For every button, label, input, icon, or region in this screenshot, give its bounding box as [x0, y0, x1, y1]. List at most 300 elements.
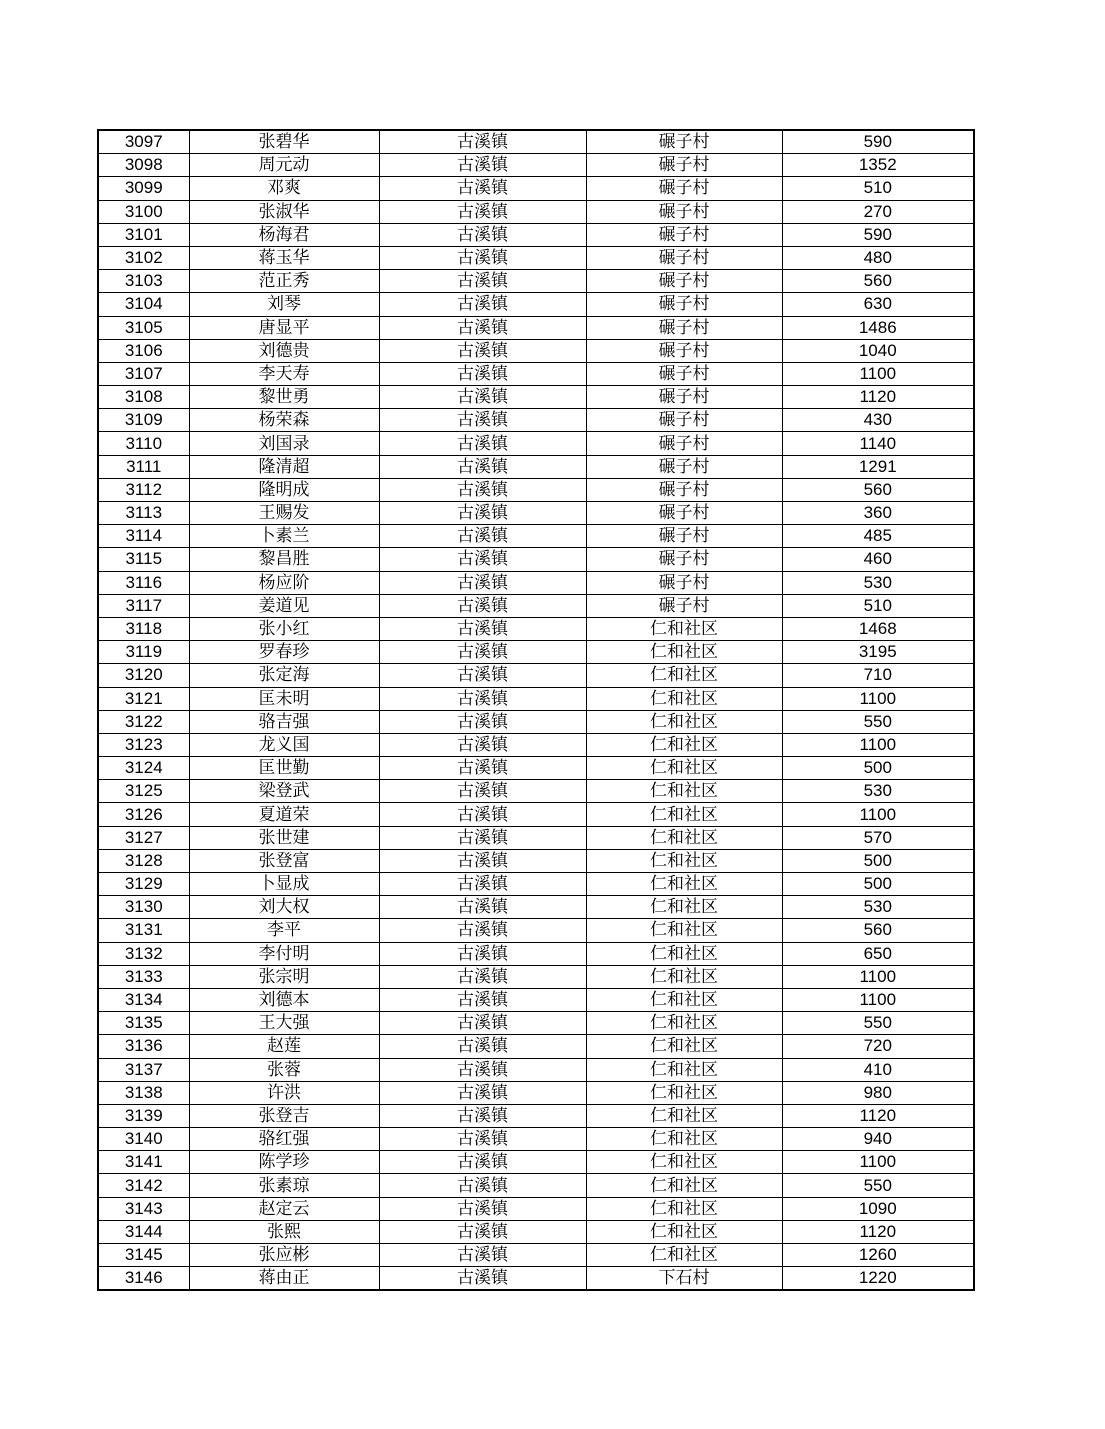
town-cell: 古溪镇	[379, 710, 586, 733]
town-cell: 古溪镇	[379, 1128, 586, 1151]
row-number-cell: 3107	[98, 362, 189, 385]
amount-cell: 500	[782, 873, 974, 896]
table-row	[98, 1035, 974, 1058]
name-cell: 杨应阶	[189, 571, 379, 594]
town-cell: 古溪镇	[379, 571, 586, 594]
town-cell: 古溪镇	[379, 548, 586, 571]
village-cell: 仁和社区	[586, 641, 782, 664]
amount-cell: 430	[782, 409, 974, 432]
amount-cell: 1291	[782, 455, 974, 478]
row-number-cell: 3134	[98, 988, 189, 1011]
row-number-cell: 3101	[98, 223, 189, 246]
name-cell: 张登吉	[189, 1104, 379, 1127]
name-cell: 张碧华	[189, 130, 379, 154]
village-cell: 仁和社区	[586, 1012, 782, 1035]
name-cell: 张世建	[189, 826, 379, 849]
table-row	[98, 1244, 974, 1267]
village-cell: 仁和社区	[586, 919, 782, 942]
village-cell: 碾子村	[586, 594, 782, 617]
amount-cell: 720	[782, 1035, 974, 1058]
name-cell: 张淑华	[189, 200, 379, 223]
name-cell: 黎世勇	[189, 386, 379, 409]
village-cell: 仁和社区	[586, 780, 782, 803]
village-cell: 仁和社区	[586, 1035, 782, 1058]
town-cell: 古溪镇	[379, 455, 586, 478]
table-row	[98, 316, 974, 339]
village-cell: 仁和社区	[586, 1197, 782, 1220]
name-cell: 黎昌胜	[189, 548, 379, 571]
town-cell: 古溪镇	[379, 826, 586, 849]
row-number-cell: 3143	[98, 1197, 189, 1220]
row-number-cell: 3123	[98, 733, 189, 756]
table-row	[98, 1267, 974, 1291]
table-row	[98, 733, 974, 756]
table-body	[98, 130, 974, 1290]
table-row	[98, 293, 974, 316]
row-number-cell: 3126	[98, 803, 189, 826]
table-row	[98, 548, 974, 571]
row-number-cell: 3113	[98, 502, 189, 525]
town-cell: 古溪镇	[379, 1174, 586, 1197]
table-row	[98, 386, 974, 409]
town-cell: 古溪镇	[379, 293, 586, 316]
table-row	[98, 1197, 974, 1220]
row-number-cell: 3108	[98, 386, 189, 409]
amount-cell: 1140	[782, 432, 974, 455]
town-cell: 古溪镇	[379, 339, 586, 362]
table-row	[98, 1012, 974, 1035]
name-cell: 张小红	[189, 617, 379, 640]
town-cell: 古溪镇	[379, 223, 586, 246]
town-cell: 古溪镇	[379, 1244, 586, 1267]
village-cell: 碾子村	[586, 455, 782, 478]
amount-cell: 550	[782, 1174, 974, 1197]
table-row	[98, 896, 974, 919]
amount-cell: 980	[782, 1081, 974, 1104]
village-cell: 仁和社区	[586, 988, 782, 1011]
row-number-cell: 3119	[98, 641, 189, 664]
amount-cell: 1486	[782, 316, 974, 339]
name-cell: 蒋由正	[189, 1267, 379, 1291]
amount-cell: 480	[782, 246, 974, 269]
row-number-cell: 3105	[98, 316, 189, 339]
amount-cell: 1260	[782, 1244, 974, 1267]
town-cell: 古溪镇	[379, 757, 586, 780]
name-cell: 张素琼	[189, 1174, 379, 1197]
town-cell: 古溪镇	[379, 942, 586, 965]
name-cell: 罗春珍	[189, 641, 379, 664]
town-cell: 古溪镇	[379, 919, 586, 942]
name-cell: 王赐发	[189, 502, 379, 525]
table-row	[98, 873, 974, 896]
town-cell: 古溪镇	[379, 525, 586, 548]
amount-cell: 1040	[782, 339, 974, 362]
town-cell: 古溪镇	[379, 594, 586, 617]
table-row	[98, 641, 974, 664]
amount-cell: 485	[782, 525, 974, 548]
name-cell: 赵莲	[189, 1035, 379, 1058]
village-cell: 仁和社区	[586, 1174, 782, 1197]
village-cell: 仁和社区	[586, 942, 782, 965]
row-number-cell: 3140	[98, 1128, 189, 1151]
amount-cell: 550	[782, 1012, 974, 1035]
village-cell: 碾子村	[586, 270, 782, 293]
row-number-cell: 3114	[98, 525, 189, 548]
row-number-cell: 3127	[98, 826, 189, 849]
village-cell: 仁和社区	[586, 1104, 782, 1127]
town-cell: 古溪镇	[379, 270, 586, 293]
table-row	[98, 154, 974, 177]
row-number-cell: 3135	[98, 1012, 189, 1035]
town-cell: 古溪镇	[379, 733, 586, 756]
amount-cell: 1100	[782, 965, 974, 988]
village-cell: 仁和社区	[586, 826, 782, 849]
amount-cell: 1100	[782, 362, 974, 385]
village-cell: 仁和社区	[586, 757, 782, 780]
name-cell: 张定海	[189, 664, 379, 687]
town-cell: 古溪镇	[379, 154, 586, 177]
name-cell: 许洪	[189, 1081, 379, 1104]
table-row	[98, 409, 974, 432]
table-row	[98, 1081, 974, 1104]
village-cell: 仁和社区	[586, 1220, 782, 1243]
table-row	[98, 942, 974, 965]
amount-cell: 1120	[782, 1104, 974, 1127]
name-cell: 李平	[189, 919, 379, 942]
table-row	[98, 571, 974, 594]
amount-cell: 590	[782, 130, 974, 154]
table-row	[98, 826, 974, 849]
table-row	[98, 502, 974, 525]
town-cell: 古溪镇	[379, 1035, 586, 1058]
village-cell: 碾子村	[586, 200, 782, 223]
table-row	[98, 525, 974, 548]
village-cell: 仁和社区	[586, 733, 782, 756]
amount-cell: 510	[782, 594, 974, 617]
town-cell: 古溪镇	[379, 409, 586, 432]
town-cell: 古溪镇	[379, 1012, 586, 1035]
village-cell: 仁和社区	[586, 1081, 782, 1104]
village-cell: 碾子村	[586, 571, 782, 594]
row-number-cell: 3128	[98, 849, 189, 872]
name-cell: 范正秀	[189, 270, 379, 293]
name-cell: 张应彬	[189, 1244, 379, 1267]
amount-cell: 1352	[782, 154, 974, 177]
name-cell: 刘德本	[189, 988, 379, 1011]
table-row	[98, 803, 974, 826]
row-number-cell: 3098	[98, 154, 189, 177]
row-number-cell: 3112	[98, 478, 189, 501]
name-cell: 隆清超	[189, 455, 379, 478]
amount-cell: 1100	[782, 803, 974, 826]
town-cell: 古溪镇	[379, 177, 586, 200]
town-cell: 古溪镇	[379, 1058, 586, 1081]
table-row	[98, 757, 974, 780]
row-number-cell: 3115	[98, 548, 189, 571]
table-row	[98, 617, 974, 640]
amount-cell: 1100	[782, 733, 974, 756]
name-cell: 王大强	[189, 1012, 379, 1035]
row-number-cell: 3139	[98, 1104, 189, 1127]
village-cell: 碾子村	[586, 432, 782, 455]
town-cell: 古溪镇	[379, 1197, 586, 1220]
row-number-cell: 3117	[98, 594, 189, 617]
row-number-cell: 3120	[98, 664, 189, 687]
name-cell: 杨荣森	[189, 409, 379, 432]
name-cell: 赵定云	[189, 1197, 379, 1220]
table-row	[98, 177, 974, 200]
town-cell: 古溪镇	[379, 478, 586, 501]
village-cell: 碾子村	[586, 362, 782, 385]
town-cell: 古溪镇	[379, 1104, 586, 1127]
village-cell: 碾子村	[586, 339, 782, 362]
row-number-cell: 3109	[98, 409, 189, 432]
town-cell: 古溪镇	[379, 1081, 586, 1104]
row-number-cell: 3133	[98, 965, 189, 988]
amount-cell: 500	[782, 757, 974, 780]
amount-cell: 940	[782, 1128, 974, 1151]
table-row	[98, 1128, 974, 1151]
amount-cell: 530	[782, 780, 974, 803]
name-cell: 李付明	[189, 942, 379, 965]
village-cell: 仁和社区	[586, 849, 782, 872]
amount-cell: 1100	[782, 988, 974, 1011]
table-row	[98, 780, 974, 803]
village-cell: 碾子村	[586, 223, 782, 246]
table-row	[98, 478, 974, 501]
row-number-cell: 3111	[98, 455, 189, 478]
name-cell: 骆红强	[189, 1128, 379, 1151]
town-cell: 古溪镇	[379, 780, 586, 803]
amount-cell: 410	[782, 1058, 974, 1081]
name-cell: 李天寿	[189, 362, 379, 385]
village-cell: 碾子村	[586, 154, 782, 177]
town-cell: 古溪镇	[379, 432, 586, 455]
amount-cell: 360	[782, 502, 974, 525]
name-cell: 匡未明	[189, 687, 379, 710]
village-cell: 碾子村	[586, 548, 782, 571]
town-cell: 古溪镇	[379, 849, 586, 872]
town-cell: 古溪镇	[379, 130, 586, 154]
town-cell: 古溪镇	[379, 246, 586, 269]
table-row	[98, 664, 974, 687]
town-cell: 古溪镇	[379, 1220, 586, 1243]
town-cell: 古溪镇	[379, 502, 586, 525]
village-cell: 仁和社区	[586, 965, 782, 988]
village-cell: 仁和社区	[586, 617, 782, 640]
amount-cell: 1100	[782, 687, 974, 710]
name-cell: 卜显成	[189, 873, 379, 896]
name-cell: 周元动	[189, 154, 379, 177]
table-row	[98, 246, 974, 269]
table-row	[98, 200, 974, 223]
amount-cell: 530	[782, 896, 974, 919]
village-cell: 下石村	[586, 1267, 782, 1291]
village-cell: 碾子村	[586, 177, 782, 200]
town-cell: 古溪镇	[379, 873, 586, 896]
row-number-cell: 3102	[98, 246, 189, 269]
amount-cell: 460	[782, 548, 974, 571]
amount-cell: 560	[782, 478, 974, 501]
name-cell: 刘琴	[189, 293, 379, 316]
village-cell: 仁和社区	[586, 710, 782, 733]
row-number-cell: 3125	[98, 780, 189, 803]
row-number-cell: 3146	[98, 1267, 189, 1291]
village-cell: 仁和社区	[586, 1058, 782, 1081]
table-row	[98, 687, 974, 710]
name-cell: 邓爽	[189, 177, 379, 200]
table-row	[98, 965, 974, 988]
name-cell: 张宗明	[189, 965, 379, 988]
amount-cell: 710	[782, 664, 974, 687]
table-row	[98, 1220, 974, 1243]
name-cell: 龙义国	[189, 733, 379, 756]
row-number-cell: 3136	[98, 1035, 189, 1058]
row-number-cell: 3116	[98, 571, 189, 594]
town-cell: 古溪镇	[379, 316, 586, 339]
village-cell: 仁和社区	[586, 896, 782, 919]
name-cell: 刘国录	[189, 432, 379, 455]
row-number-cell: 3104	[98, 293, 189, 316]
table-row	[98, 130, 974, 154]
name-cell: 姜道见	[189, 594, 379, 617]
town-cell: 古溪镇	[379, 965, 586, 988]
row-number-cell: 3118	[98, 617, 189, 640]
table-row	[98, 710, 974, 733]
village-cell: 仁和社区	[586, 1151, 782, 1174]
village-cell: 仁和社区	[586, 1244, 782, 1267]
row-number-cell: 3131	[98, 919, 189, 942]
amount-cell: 1220	[782, 1267, 974, 1291]
name-cell: 唐显平	[189, 316, 379, 339]
town-cell: 古溪镇	[379, 200, 586, 223]
village-cell: 碾子村	[586, 246, 782, 269]
village-cell: 仁和社区	[586, 687, 782, 710]
row-number-cell: 3138	[98, 1081, 189, 1104]
table-row	[98, 455, 974, 478]
town-cell: 古溪镇	[379, 1151, 586, 1174]
row-number-cell: 3103	[98, 270, 189, 293]
name-cell: 隆明成	[189, 478, 379, 501]
village-cell: 碾子村	[586, 316, 782, 339]
amount-cell: 1120	[782, 1220, 974, 1243]
name-cell: 张蓉	[189, 1058, 379, 1081]
row-number-cell: 3130	[98, 896, 189, 919]
village-cell: 仁和社区	[586, 873, 782, 896]
table-row	[98, 1174, 974, 1197]
town-cell: 古溪镇	[379, 988, 586, 1011]
table-row	[98, 1151, 974, 1174]
town-cell: 古溪镇	[379, 386, 586, 409]
name-cell: 匡世勤	[189, 757, 379, 780]
row-number-cell: 3132	[98, 942, 189, 965]
village-cell: 碾子村	[586, 130, 782, 154]
amount-cell: 510	[782, 177, 974, 200]
village-cell: 碾子村	[586, 478, 782, 501]
row-number-cell: 3145	[98, 1244, 189, 1267]
name-cell: 刘大权	[189, 896, 379, 919]
town-cell: 古溪镇	[379, 803, 586, 826]
name-cell: 夏道荣	[189, 803, 379, 826]
table-row	[98, 849, 974, 872]
amount-cell: 270	[782, 200, 974, 223]
village-cell: 仁和社区	[586, 803, 782, 826]
town-cell: 古溪镇	[379, 687, 586, 710]
amount-cell: 530	[782, 571, 974, 594]
amount-cell: 570	[782, 826, 974, 849]
village-cell: 仁和社区	[586, 1128, 782, 1151]
table-row	[98, 223, 974, 246]
row-number-cell: 3122	[98, 710, 189, 733]
town-cell: 古溪镇	[379, 641, 586, 664]
data-table	[97, 129, 975, 1291]
name-cell: 杨海君	[189, 223, 379, 246]
amount-cell: 560	[782, 270, 974, 293]
amount-cell: 1120	[782, 386, 974, 409]
village-cell: 碾子村	[586, 293, 782, 316]
amount-cell: 590	[782, 223, 974, 246]
row-number-cell: 3124	[98, 757, 189, 780]
amount-cell: 650	[782, 942, 974, 965]
amount-cell: 630	[782, 293, 974, 316]
name-cell: 陈学珍	[189, 1151, 379, 1174]
row-number-cell: 3110	[98, 432, 189, 455]
village-cell: 碾子村	[586, 525, 782, 548]
town-cell: 古溪镇	[379, 1267, 586, 1291]
town-cell: 古溪镇	[379, 664, 586, 687]
table-row	[98, 432, 974, 455]
row-number-cell: 3137	[98, 1058, 189, 1081]
village-cell: 碾子村	[586, 502, 782, 525]
town-cell: 古溪镇	[379, 362, 586, 385]
name-cell: 梁登武	[189, 780, 379, 803]
amount-cell: 1100	[782, 1151, 974, 1174]
table-row	[98, 339, 974, 362]
table-row	[98, 919, 974, 942]
name-cell: 张登富	[189, 849, 379, 872]
village-cell: 碾子村	[586, 409, 782, 432]
amount-cell: 560	[782, 919, 974, 942]
row-number-cell: 3106	[98, 339, 189, 362]
name-cell: 刘德贵	[189, 339, 379, 362]
town-cell: 古溪镇	[379, 617, 586, 640]
name-cell: 蒋玉华	[189, 246, 379, 269]
table-row	[98, 988, 974, 1011]
row-number-cell: 3121	[98, 687, 189, 710]
table-row	[98, 362, 974, 385]
amount-cell: 1090	[782, 1197, 974, 1220]
name-cell: 张熙	[189, 1220, 379, 1243]
table-row	[98, 1058, 974, 1081]
row-number-cell: 3142	[98, 1174, 189, 1197]
name-cell: 骆吉强	[189, 710, 379, 733]
table-row	[98, 594, 974, 617]
town-cell: 古溪镇	[379, 896, 586, 919]
row-number-cell: 3097	[98, 130, 189, 154]
amount-cell: 500	[782, 849, 974, 872]
village-cell: 仁和社区	[586, 664, 782, 687]
row-number-cell: 3099	[98, 177, 189, 200]
amount-cell: 1468	[782, 617, 974, 640]
name-cell: 卜素兰	[189, 525, 379, 548]
row-number-cell: 3141	[98, 1151, 189, 1174]
table-row	[98, 270, 974, 293]
row-number-cell: 3144	[98, 1220, 189, 1243]
row-number-cell: 3100	[98, 200, 189, 223]
amount-cell: 550	[782, 710, 974, 733]
table-row	[98, 1104, 974, 1127]
village-cell: 碾子村	[586, 386, 782, 409]
